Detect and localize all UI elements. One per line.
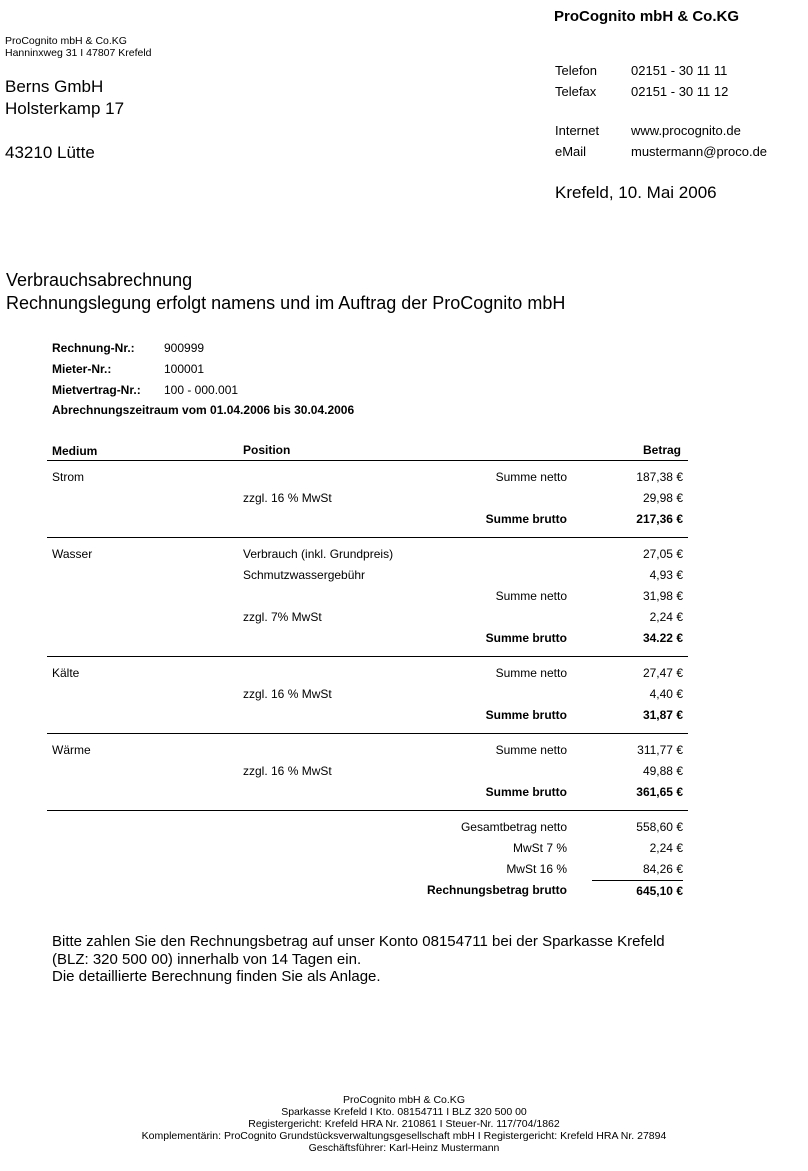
table-row [47, 761, 688, 782]
cell-medium: Wasser [52, 547, 93, 561]
meta-value: 900999 [164, 341, 205, 355]
total-amount-cell [592, 817, 683, 838]
table-totals [47, 811, 688, 901]
recipient-name: Berns GmbH [5, 77, 104, 96]
total-label: Gesamtbetrag netto [460, 820, 567, 834]
cell-amount: 4,40 € [649, 687, 683, 701]
cell-amount: 49,88 € [642, 764, 683, 778]
total-row [47, 859, 688, 880]
cell-amount: 361,65 € [636, 785, 683, 799]
table-row [47, 684, 688, 705]
sender-address-block [5, 35, 152, 59]
cell-medium: Strom [52, 470, 85, 484]
footer-line: Geschäftsführer: Karl-Heinz Mustermann [308, 1142, 500, 1154]
cell-label: Summe netto [495, 470, 567, 484]
table-row [47, 586, 688, 607]
document-date: Krefeld, 10. Mai 2006 [555, 183, 717, 202]
total-amount: 558,60 € [636, 820, 683, 834]
table-group [47, 461, 688, 538]
total-amount: 84,26 € [642, 862, 683, 876]
cell-amount: 2,24 € [649, 610, 683, 624]
company-name: ProCognito mbH & Co.KG [554, 8, 739, 25]
meta-row-contract-number [52, 381, 238, 402]
cell-position: zzgl. 16 % MwSt [243, 764, 332, 778]
contact-value: mustermann@proco.de [631, 144, 768, 159]
contact-row-phone [555, 63, 767, 84]
meta-row-tenant-number [52, 360, 238, 381]
cell-label: Summe netto [495, 666, 567, 680]
total-row [47, 838, 688, 859]
total-amount: 2,24 € [649, 841, 683, 855]
meta-label: Rechnung-Nr.: [52, 341, 135, 355]
table-row [47, 607, 688, 628]
total-label: Rechnungsbetrag brutto [427, 883, 567, 897]
recipient-city: 43210 Lütte [5, 143, 95, 162]
table-row [47, 663, 688, 684]
cell-label: Summe netto [495, 589, 567, 603]
cell-amount: 311,77 € [637, 743, 683, 757]
table-row [47, 628, 688, 649]
total-label: MwSt 16 % [506, 862, 567, 876]
total-label: MwSt 7 % [512, 841, 567, 855]
total-amount-cell [592, 859, 683, 880]
cell-label: Summe brutto [485, 631, 567, 645]
cell-amount: 31,87 € [642, 708, 683, 722]
title-line: Verbrauchsabrechnung [6, 270, 193, 290]
invoice-meta [52, 339, 238, 402]
contact-row-fax [555, 84, 767, 105]
payment-note [52, 933, 665, 986]
note-line: Die detaillierte Berechnung finden Sie als Anlage. [52, 968, 381, 985]
table-row [47, 782, 688, 803]
invoice-table [47, 440, 688, 901]
note-line: (BLZ: 320 500 00) innerhalb von 14 Tagen ein. [52, 950, 362, 968]
table-header [47, 440, 688, 461]
meta-row-invoice-number [52, 339, 238, 360]
table-row [47, 740, 688, 761]
total-row-final [47, 880, 688, 901]
footer-line: Registergericht: Krefeld HRA Nr. 210861 I Steuer-Nr. 117/704/1862 [248, 1118, 560, 1130]
table-row [47, 509, 688, 530]
meta-label: Mieter-Nr.: [52, 362, 112, 376]
recipient-address [5, 76, 124, 164]
table-group [47, 538, 688, 657]
table-row [47, 544, 688, 565]
column-header-amount: Betrag [642, 443, 681, 457]
table-body [47, 461, 688, 811]
table-row [47, 488, 688, 509]
contact-value: 02151 - 30 11 11 [631, 63, 728, 78]
column-header-position: Position [243, 443, 291, 457]
cell-label: Summe netto [495, 743, 567, 757]
title-line: Rechnungslegung erfolgt namens und im Auftrag der ProCognito mbH [6, 293, 566, 313]
contact-label: eMail [555, 144, 587, 159]
total-amount-cell [592, 838, 683, 859]
table-group [47, 734, 688, 811]
cell-amount: 4,93 € [649, 568, 683, 582]
cell-amount: 31,98 € [642, 589, 683, 603]
recipient-street: Holsterkamp 17 [5, 99, 125, 118]
cell-position: zzgl. 16 % MwSt [243, 491, 332, 505]
page-footer [0, 1094, 808, 1154]
total-amount-cell [592, 880, 683, 902]
cell-amount: 187,38 € [636, 470, 683, 484]
footer-line: Sparkasse Krefeld I Kto. 08154711 I BLZ 320 500 00 [281, 1106, 527, 1118]
total-row [47, 817, 688, 838]
cell-medium: Wärme [52, 743, 91, 757]
contact-value: www.procognito.de [631, 123, 741, 138]
cell-position: Verbrauch (inkl. Grundpreis) [243, 547, 394, 561]
sender-address: Hanninxweg 31 I 47807 Krefeld [5, 47, 152, 59]
table-row [47, 705, 688, 726]
cell-label: Summe brutto [485, 512, 567, 526]
cell-amount: 27,05 € [642, 547, 683, 561]
contact-value: 02151 - 30 11 12 [631, 84, 729, 99]
document-title [6, 269, 565, 315]
table-row [47, 565, 688, 586]
cell-medium: Kälte [52, 666, 80, 680]
contact-label: Internet [555, 123, 600, 138]
cell-label: Summe brutto [485, 785, 567, 799]
footer-line: Komplementärin: ProCognito Grundstücksverwaltungsgesellschaft mbH I Registergericht: Krefeld HRA Nr. 27894 [141, 1130, 667, 1142]
total-amount: 645,10 € [636, 884, 683, 898]
billing-period: Abrechnungszeitraum vom 01.04.2006 bis 30.04.2006 [52, 403, 355, 417]
note-line: Bitte zahlen Sie den Rechnungsbetrag auf unser Konto 08154711 bei der Sparkasse Krefeld [52, 933, 665, 950]
sender-name: ProCognito mbH & Co.KG [5, 35, 127, 47]
column-header-medium: Medium [52, 444, 98, 458]
meta-value: 100001 [164, 362, 205, 376]
contact-block [555, 63, 767, 165]
contact-row-internet [555, 123, 767, 144]
meta-label: Mietvertrag-Nr.: [52, 383, 141, 397]
cell-label: Summe brutto [485, 708, 567, 722]
cell-amount: 27,47 € [642, 666, 683, 680]
contact-row-email [555, 144, 767, 165]
cell-amount: 217,36 € [636, 512, 683, 526]
meta-value: 100 - 000.001 [164, 383, 239, 397]
contact-label: Telefon [555, 63, 597, 78]
contact-label: Telefax [555, 84, 597, 99]
cell-position: zzgl. 16 % MwSt [243, 687, 332, 701]
table-group [47, 657, 688, 734]
footer-line: ProCognito mbH & Co.KG [343, 1094, 465, 1106]
cell-amount: 34.22 € [642, 631, 683, 645]
table-row [47, 467, 688, 488]
cell-amount: 29,98 € [642, 491, 683, 505]
cell-position: zzgl. 7% MwSt [243, 610, 322, 624]
cell-position: Schmutzwassergebühr [243, 568, 366, 582]
